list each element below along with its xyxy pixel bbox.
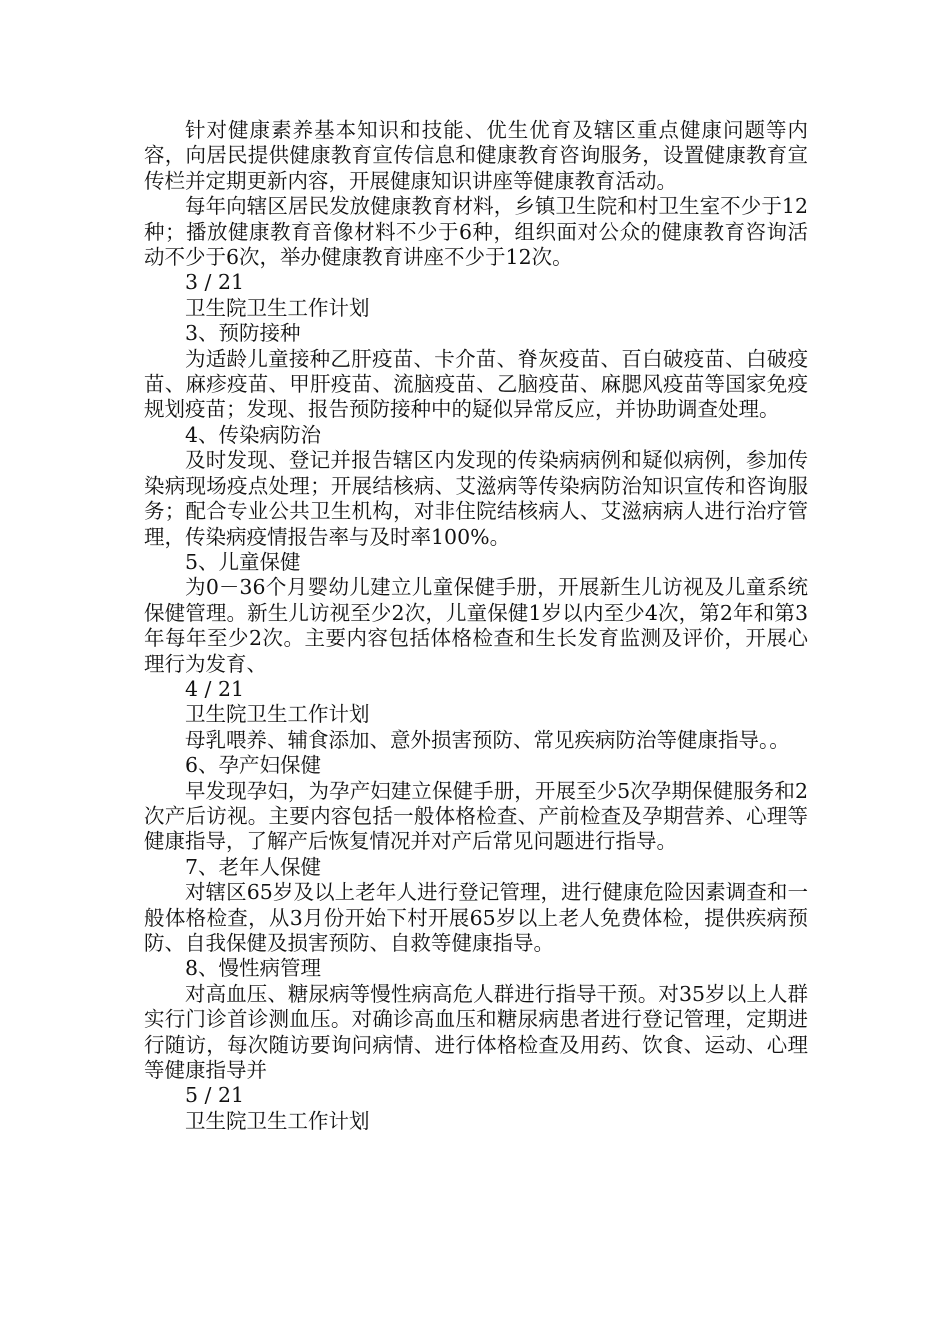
running-header: 卫生院卫生工作计划 — [185, 702, 370, 727]
section-heading-vaccination: 3、预防接种 — [185, 321, 301, 346]
section-heading-maternal-health: 6、孕产妇保健 — [185, 753, 322, 778]
document-page — [144, 118, 808, 1134]
page-number: 5 / 21 — [185, 1083, 245, 1108]
paragraph-vaccination: 为适龄儿童接种乙肝疫苗、卡介苗、脊灰疫苗、百白破疫苗、白破疫苗、麻疹疫苗、甲肝疫苗、流脑疫苗、乙脑疫苗、麻腮风疫苗等国家免疫规划疫苗；发现、报告预防接种中的疑似异常反应，并协助调查处理。 — [144, 346, 808, 422]
paragraph-elderly-health: 对辖区65岁及以上老年人进行登记管理，进行健康危险因素调查和一般体格检查，从3月份开始下村开展65岁以上老人免费体检，提供疾病预防、自我保健及损害预防、自救等健康指导。 — [144, 880, 808, 955]
section-heading-chronic-disease: 8、慢性病管理 — [185, 956, 322, 981]
page-number: 3 / 21 — [185, 270, 245, 295]
section-heading-elderly-health: 7、老年人保健 — [185, 854, 322, 879]
paragraph-child-health-continued: 母乳喂养、辅食添加、意外损害预防、常见疾病防治等健康指导。。 — [185, 727, 790, 752]
page-number: 4 / 21 — [185, 676, 245, 701]
paragraph-maternal-health: 早发现孕妇，为孕产妇建立保健手册，开展至少5次孕期保健服务和2次产后访视。主要内容包括一般体格检查、产前检查及孕期营养、心理等健康指导，了解产后恢复情况并对产后常见问题进行指导。 — [144, 778, 808, 854]
running-header: 卫生院卫生工作计划 — [185, 1108, 370, 1133]
paragraph-child-health: 为0－36个月婴幼儿建立儿童保健手册，开展新生儿访视及儿童系统保健管理。新生儿访视至少2次，儿童保健1岁以内至少4次，第2年和第3年每年至少2次。主要内容包括体格检查和生长发育监测及评价，开展心理行为发育、 — [144, 575, 808, 676]
paragraph-health-education-materials: 每年向辖区居民发放健康教育材料，乡镇卫生院和村卫生室不少于12种；播放健康教育音像材料不少于6种，组织面对公众的健康教育咨询活动不少于6次，举办健康教育讲座不少于12次。 — [144, 194, 808, 270]
section-heading-infectious-disease: 4、传染病防治 — [185, 422, 322, 447]
section-heading-child-health: 5、儿童保健 — [185, 549, 301, 574]
paragraph-health-education-content: 针对健康素养基本知识和技能、优生优育及辖区重点健康问题等内容，向居民提供健康教育宣传信息和健康教育咨询服务，设置健康教育宣传栏并定期更新内容，开展健康知识讲座等健康教育活动。 — [144, 118, 808, 193]
paragraph-chronic-disease: 对高血压、糖尿病等慢性病高危人群进行指导干预。对35岁以上人群实行门诊首诊测血压。对确诊高血压和糖尿病患者进行登记管理，定期进行随访，每次随访要询问病情、进行体格检查及用药、饮食、运动、心理等健康指导并 — [144, 981, 808, 1083]
running-header: 卫生院卫生工作计划 — [185, 295, 370, 320]
paragraph-infectious-disease: 及时发现、登记并报告辖区内发现的传染病病例和疑似病例，参加传染病现场疫点处理；开展结核病、艾滋病等传染病防治知识宣传和咨询服务；配合专业公共卫生机构，对非住院结核病人、艾滋病病人进行治疗管理，传染病疫情报告率与及时率100%。 — [144, 448, 808, 549]
